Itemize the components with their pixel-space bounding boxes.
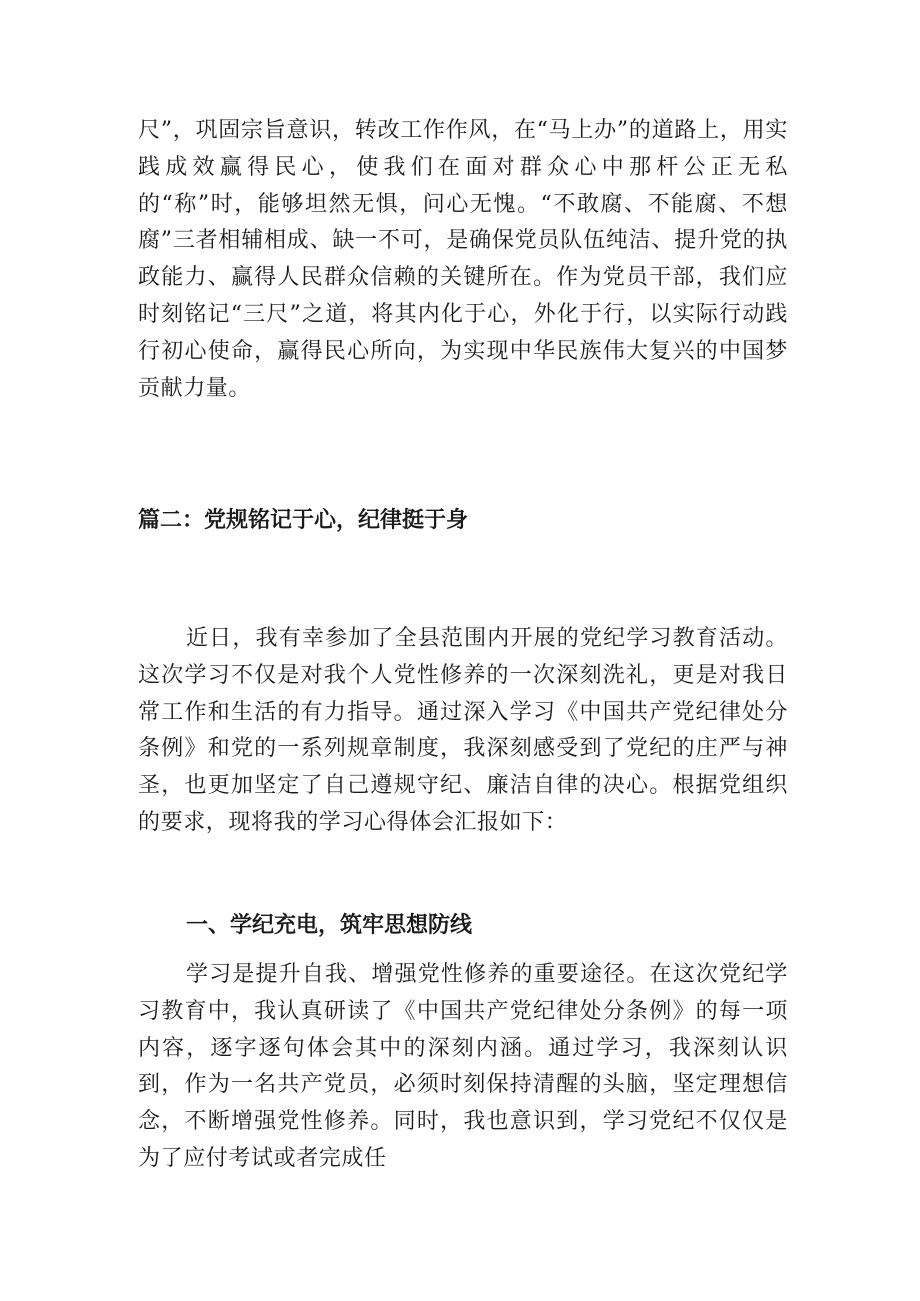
- section-title: 篇二：党规铭记于心，纪律挺于身: [138, 508, 469, 533]
- body-paragraph-1: 近日，我有幸参加了全县范围内开展的党纪学习教育活动。这次学习不仅是对我个人党性修养的一次深刻洗礼，更是对我日常工作和生活的有力指导。通过深入学习《中国共产党纪律处分条例》和党的一系列规章制度，我深刻感受到了党纪的庄严与神圣，也更加坚定了自己遵规守纪、廉洁自律的决心。根据党组织的要求，现将我的学习心得体会汇报如下：: [138, 626, 788, 835]
- body-paragraph-2: 学习是提升自我、增强党性修养的重要途径。在这次党纪学习教育中，我认真研读了《中国共产党纪律处分条例》的每一项内容，逐字逐句体会其中的深刻内涵。通过学习，我深刻认识到，作为一名共产党员，必须时刻保持清醒的头脑，坚定理想信念，不断增强党性修养。同时，我也意识到，学习党纪不仅仅是为了应付考试或者完成任: [138, 962, 788, 1171]
- sub-heading-1: 一、学纪充电，筑牢思想防线: [186, 913, 473, 938]
- intro-paragraph: 尺”，巩固宗旨意识，转改工作作风，在“马上办”的道路上，用实践成效赢得民心，使我们在面对群众心中那杆公正无私的“称”时，能够坦然无惧，问心无愧。“不敢腐、不能腐、不想腐”三者相辅相成、缺一不可，是确保党员队伍纯洁、提升党的执政能力、赢得人民群众信赖的关键所在。作为党员干部，我们应时刻铭记“三尺”之道，将其内化于心，外化于行，以实际行动践行初心使命，赢得民心所向，为实现中华民族伟大复兴的中国梦贡献力量。: [138, 118, 788, 401]
